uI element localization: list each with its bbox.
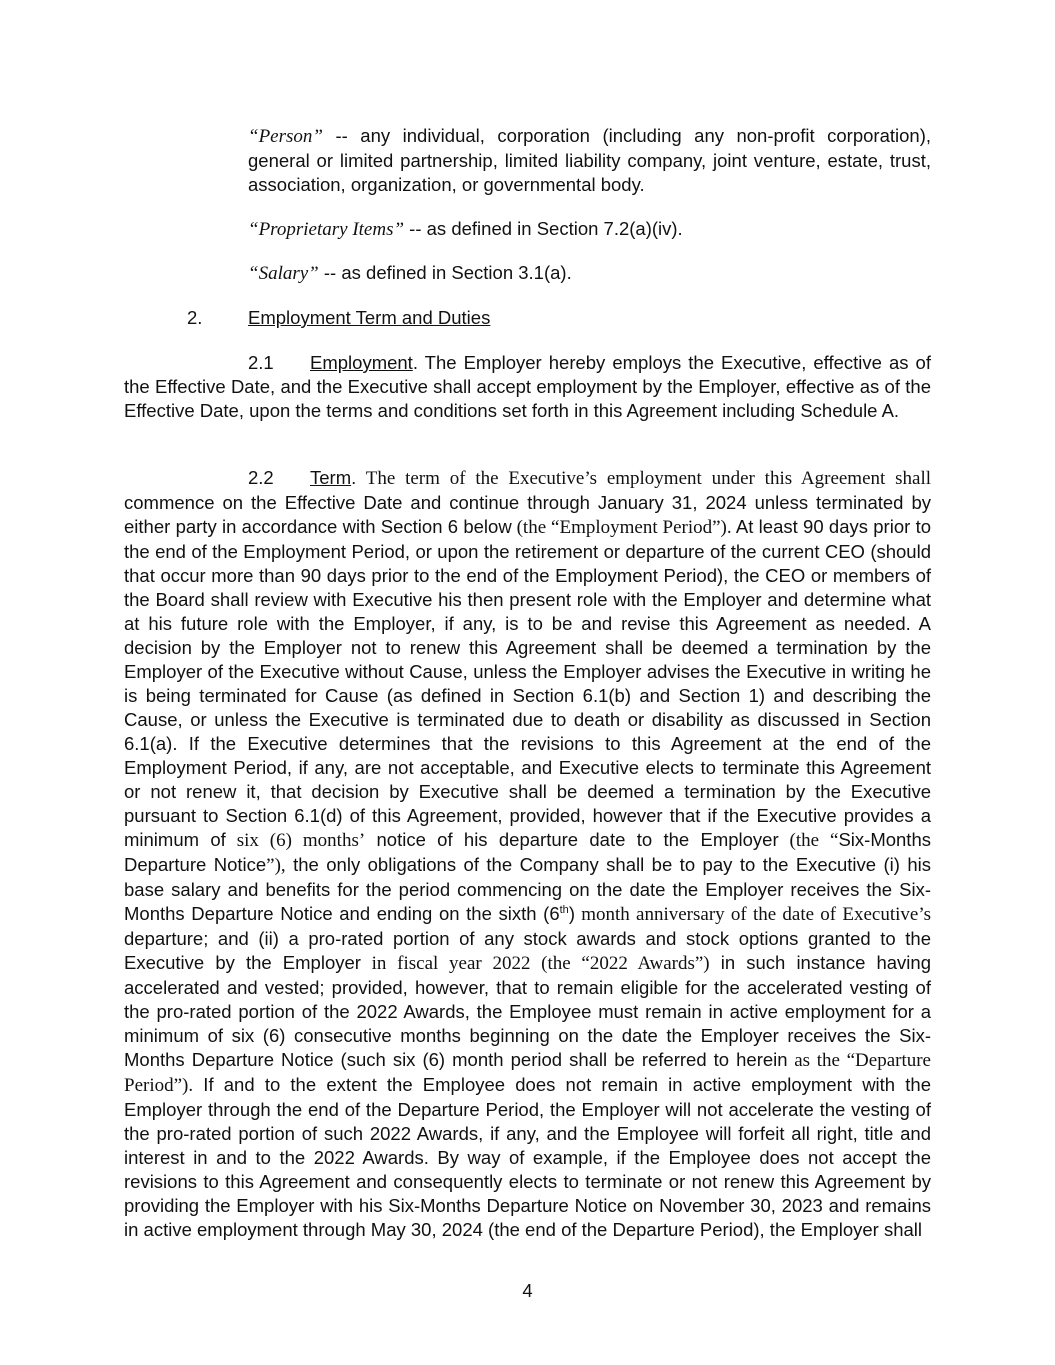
section-number: 2.: [187, 307, 203, 328]
paragraph-2-1: [124, 351, 931, 423]
text-run: as the “Departure Period”).: [124, 1050, 931, 1096]
paragraph-2-2: [124, 466, 931, 1242]
text-run: If and to the extent the Employee does not remain in active employment with the Employer through the end of the Departure Period, the Employer will not accelerate the vesting of the pro-rated portion of such 2022 Awards, if any, and the Employee will forfeit all right, title and interest in and to the 2022 Awards. By way of example, if the Employee does not accept the revisions to this Agreement and consequently elects to terminate or not renew this Agreement by providing the Employer with his Six-Months Departure Notice on November 30, 2023 and remains in active employment through May 30, 2024 (the end of the Departure Period), the Employer shall: [124, 1074, 931, 1240]
definition-salary: [248, 261, 931, 286]
page-number: 4: [522, 1280, 533, 1301]
paragraph-number: 2.2: [248, 467, 274, 488]
paragraph-text: . The Employer hereby employs the Executive, effective as of the Effective Date, and the Executive shall accept employment by the Employer, effective as of the Effective Date, upon the terms and conditions set forth in this Agreement including Schedule A.: [124, 352, 931, 421]
text-run: The term of the Executive’s employment under this Agreement shall: [356, 468, 931, 489]
definition-proprietary-items: [248, 217, 931, 242]
text-run: Six-Months Departure Notice: [124, 829, 931, 875]
text-run: in fiscal year 2022 (the “2022 Awards”): [360, 953, 710, 974]
definition-text: -- as defined in Section 3.1(a).: [318, 262, 572, 283]
text-run: the only obligations of the Company shall be to pay to the Executive (i) his base salary and benefits for the period commencing on the date the Employer receives the Six-Months Departure Notice and ending on the sixth (6: [124, 854, 932, 924]
definition-term: “Person”: [248, 126, 323, 147]
superscript: th: [559, 903, 569, 916]
definition-term: “Proprietary Items”: [248, 219, 405, 240]
text-run: six (6) months’: [225, 830, 366, 851]
definition-text: -- any individual, corporation (including any non-profit corporation), general or limited partnership, limited liability company, joint venture, estate, trust, association, organization, or governmental body.: [248, 125, 931, 195]
text-run: notice of his departure date to the Employer: [365, 829, 779, 850]
text-run: ): [568, 903, 575, 924]
text-run: (the “: [778, 830, 839, 851]
definition-text: -- as defined in Section 7.2(a)(iv).: [404, 218, 683, 239]
text-run: month anniversary of the date of Executive’s: [574, 904, 931, 925]
paragraph-number: 2.1: [248, 352, 274, 373]
text-run: (the “Employment Period”).: [511, 517, 732, 538]
text-run: At least 90 days prior to the end of the Employment Period, or upon the retirement or departure of the current CEO (should that occur more than 90 days prior to the end of the Employment Period), the CEO or members of the Board shall review with Executive his then present role with the Employer and determine what at his future role with the Employer, if any, is to be and revise this Agreement as needed. A decision by the Employer not to renew this Agreement shall be deemed a termination by the Employer of the Executive without Cause, unless the Employer advises the Executive in writing he is being terminated for Cause (as defined in Section 6.1(b) and Section 1) and describing the Cause, or unless the Executive is terminated due to death or disability as discussed in Section 6.1(a). If the Executive determines that the revisions to this Agreement at the end of the Employment Period, if any, are not acceptable, and Executive elects to terminate this Agreement or not renew it, that decision by Executive shall be deemed a termination by the Executive pursuant to Section 6.1(d) of this Agreement, provided, however that if the Executive provides a minimum of: [124, 516, 931, 850]
text-run: commence on the Effective Date and continue through January 31, 2024 unless terminated by either party in accordance with Section 6 below: [124, 492, 931, 537]
text-run: ”),: [266, 855, 286, 876]
paragraph-heading: Term: [310, 467, 352, 488]
paragraph-heading: Employment: [310, 352, 413, 373]
section-title: Employment Term and Duties: [248, 307, 491, 328]
definition-term: “Salary”: [248, 263, 319, 284]
definition-person: [248, 124, 931, 197]
text-run: .: [351, 467, 357, 488]
text-run: departure; and (ii) a pro-rated portion of any stock awards and stock options granted to the Executive by the Employer: [124, 928, 931, 973]
text-run: in such instance having accelerated and vested; provided, however, that to remain eligible for the accelerated vesting of the pro-rated portion of the 2022 Awards, the Employee must remain in active employment for a minimum of six (6) consecutive months beginning on the date the Employer receives the Six-Months Departure Notice (such six (6) month period shall be referred to herein: [124, 952, 931, 1070]
